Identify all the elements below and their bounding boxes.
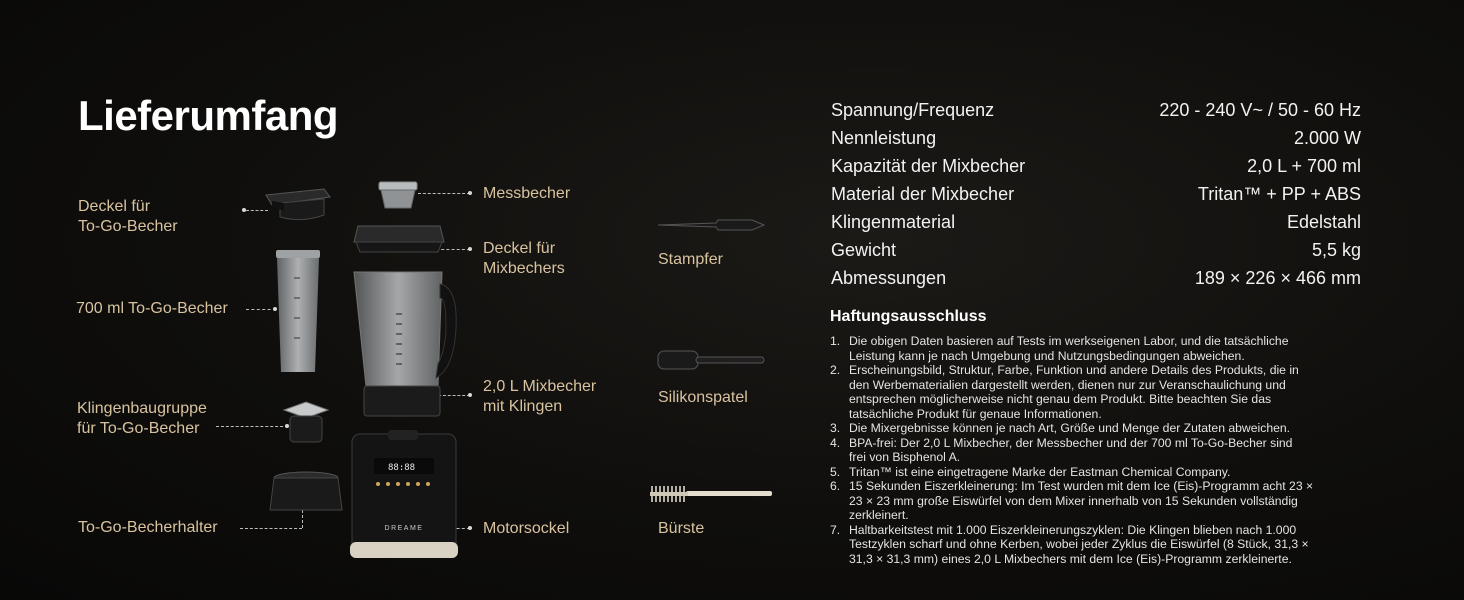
disclaimer-text	[849, 334, 1375, 363]
label-holder-togo: To-Go-Becherhalter	[78, 519, 218, 536]
spec-label: Kapazität der Mixbecher	[831, 156, 1026, 176]
leader-dot	[242, 208, 246, 212]
disclaimer-number: 6.	[830, 479, 841, 493]
disclaimer-text	[849, 436, 1375, 465]
leader-measuring-cup	[418, 193, 470, 194]
spec-row	[831, 180, 1361, 208]
disclaimer-number: 4.	[830, 435, 841, 450]
label-cup-700: 700 ml To-Go-Becher	[76, 300, 228, 317]
togo-blade-icon	[278, 400, 334, 446]
spec-label: Abmessungen	[831, 268, 947, 288]
disclaimer-number: 3.	[830, 421, 841, 435]
disclaimer-line: Haltbarkeitstest mit 1.000 Eiszerkleinerungszyklen: Die Klingen blieben nach 1.000	[849, 522, 1297, 537]
disclaimer-number: 5.	[830, 464, 841, 479]
disclaimer-line: BPA-frei: Der 2,0 L Mixbecher, der Messbecher und der 700 ml To-Go-Becher sind	[849, 435, 1293, 450]
spec-row	[831, 152, 1361, 180]
disclaimer-line: Erscheinungsbild, Struktur, Farbe, Funktion und andere Details des Produkts, die in	[849, 363, 1299, 377]
disclaimer-line: 23 × 23 mm große Eiswürfel von dem Mixer innerhalb von 15 Sekunden vollständig	[849, 493, 1298, 508]
disclaimer-line: entsprechen möglicherweise nicht genau dem Produkt. Bitte beachten Sie das	[849, 392, 1272, 406]
disclaimer-text	[849, 465, 1375, 480]
spatula-icon	[656, 347, 768, 373]
togo-cup-icon	[274, 248, 322, 376]
disclaimer-line: Leistung kann je nach Umgebung und Nutzungsbedingungen abweichen.	[849, 348, 1245, 363]
leader-cup-700	[246, 309, 276, 310]
disclaimer-line: Die obigen Daten basieren auf Tests im werkseigenen Labor, und die tatsächliche	[849, 334, 1289, 348]
spec-row	[831, 124, 1361, 152]
disclaimer-text	[849, 523, 1375, 567]
spec-table	[831, 96, 1361, 292]
disclaimer-line: zerkleinert.	[849, 508, 909, 522]
spec-row	[831, 96, 1361, 124]
motor-base-icon	[348, 430, 460, 560]
blender-jar-icon	[352, 268, 460, 420]
label-tamper: Stampfer	[658, 251, 723, 268]
tamper-icon	[656, 214, 768, 236]
disclaimer-line: 15 Sekunden Eiszerkleinerung: Im Test wurden mit dem Ice (Eis)-Programm acht 23 ×	[849, 479, 1314, 493]
disclaimer-line: tatsächliche Produkt für genaue Informationen.	[849, 406, 1102, 421]
leader-dot	[468, 191, 472, 195]
label-measuring-cup: Messbecher	[483, 185, 571, 202]
leader-holder-togo	[240, 528, 302, 529]
disclaimer-text	[849, 421, 1375, 436]
disclaimer-line: den Werbematerialien dargestellt werden, dienen nur zur Veranschaulichung und	[849, 377, 1286, 392]
leader-dot	[468, 393, 472, 397]
disclaimer-number: 2.	[830, 363, 841, 377]
label-motor-base: Motorsockel	[483, 520, 570, 537]
disclaimer-line: frei von Bisphenol A.	[849, 450, 961, 464]
disclaimer-line: Testzyklen scharf und ohne Kerben, wobei jeder Zyklus die Eiswürfel (8 Stück, 31,3 ×	[849, 537, 1309, 551]
measuring-cup-icon	[377, 180, 419, 210]
disclaimer-list	[830, 334, 1375, 566]
disclaimer-item	[830, 436, 1375, 465]
leader-dot	[468, 247, 472, 251]
disclaimer-item	[830, 479, 1375, 523]
spec-value: Tritan™ + PP + ABS	[1197, 184, 1361, 204]
spec-value: Edelstahl	[1286, 212, 1361, 232]
togo-lid-icon	[262, 185, 334, 225]
disclaimer-item	[830, 334, 1375, 363]
spec-value: 220 - 240 V~ / 50 - 60 Hz	[1159, 100, 1361, 120]
disclaimer-item	[830, 363, 1375, 421]
label-brush: Bürste	[658, 520, 705, 537]
jar-lid-icon	[350, 222, 446, 256]
spec-label: Spannung/Frequenz	[831, 100, 995, 120]
label-jar-2l: 2,0 L Mixbecher mit Klingen	[483, 378, 597, 415]
spec-row	[831, 208, 1361, 236]
spec-label: Klingenmaterial	[831, 212, 956, 232]
spec-value: 2.000 W	[1293, 128, 1361, 148]
disclaimer-number: 1.	[830, 334, 841, 348]
disclaimer-line: 31,3 × 31,3 mm) eines 2,0 L Mixbechers mit dem Ice (Eis)-Programm zerkleinerte.	[849, 551, 1292, 566]
disclaimer-item	[830, 465, 1375, 480]
disclaimer-item	[830, 523, 1375, 567]
spec-value: 189 × 226 × 466 mm	[1194, 268, 1361, 288]
disclaimer-text	[849, 479, 1375, 523]
spec-value: 5,5 kg	[1311, 240, 1361, 260]
spec-label: Nennleistung	[831, 128, 937, 148]
display-digits: 88:88	[388, 463, 416, 473]
brush-icon	[646, 482, 776, 506]
disclaimer-number: 7.	[830, 522, 841, 537]
label-blade-togo: Klingenbaugruppe für To-Go-Becher	[77, 400, 207, 437]
disclaimer-line: Tritan™ ist eine eingetragene Marke der Eastman Chemical Company.	[849, 464, 1231, 479]
togo-holder-icon	[268, 470, 344, 516]
leader-dot	[468, 526, 472, 530]
label-lid-togo: Deckel für To-Go-Becher	[78, 198, 178, 235]
page-title: Lieferumfang	[78, 92, 339, 139]
spec-label: Material der Mixbecher	[831, 184, 1015, 204]
disclaimer-text	[849, 363, 1375, 421]
label-spatula: Silikonspatel	[658, 389, 748, 406]
disclaimer-title: Haftungsausschluss	[830, 308, 987, 325]
spec-value: 2,0 L + 700 ml	[1247, 156, 1361, 176]
disclaimer-item	[830, 421, 1375, 436]
spec-row	[831, 264, 1361, 292]
spec-row	[831, 236, 1361, 264]
spec-label: Gewicht	[831, 240, 897, 260]
label-lid-jar: Deckel für Mixbechers	[483, 240, 565, 277]
disclaimer-line: Die Mixergebnisse können je nach Art, Größe und Menge der Zutaten abweichen.	[849, 421, 1291, 435]
brand-logo: DREAME	[384, 525, 424, 532]
